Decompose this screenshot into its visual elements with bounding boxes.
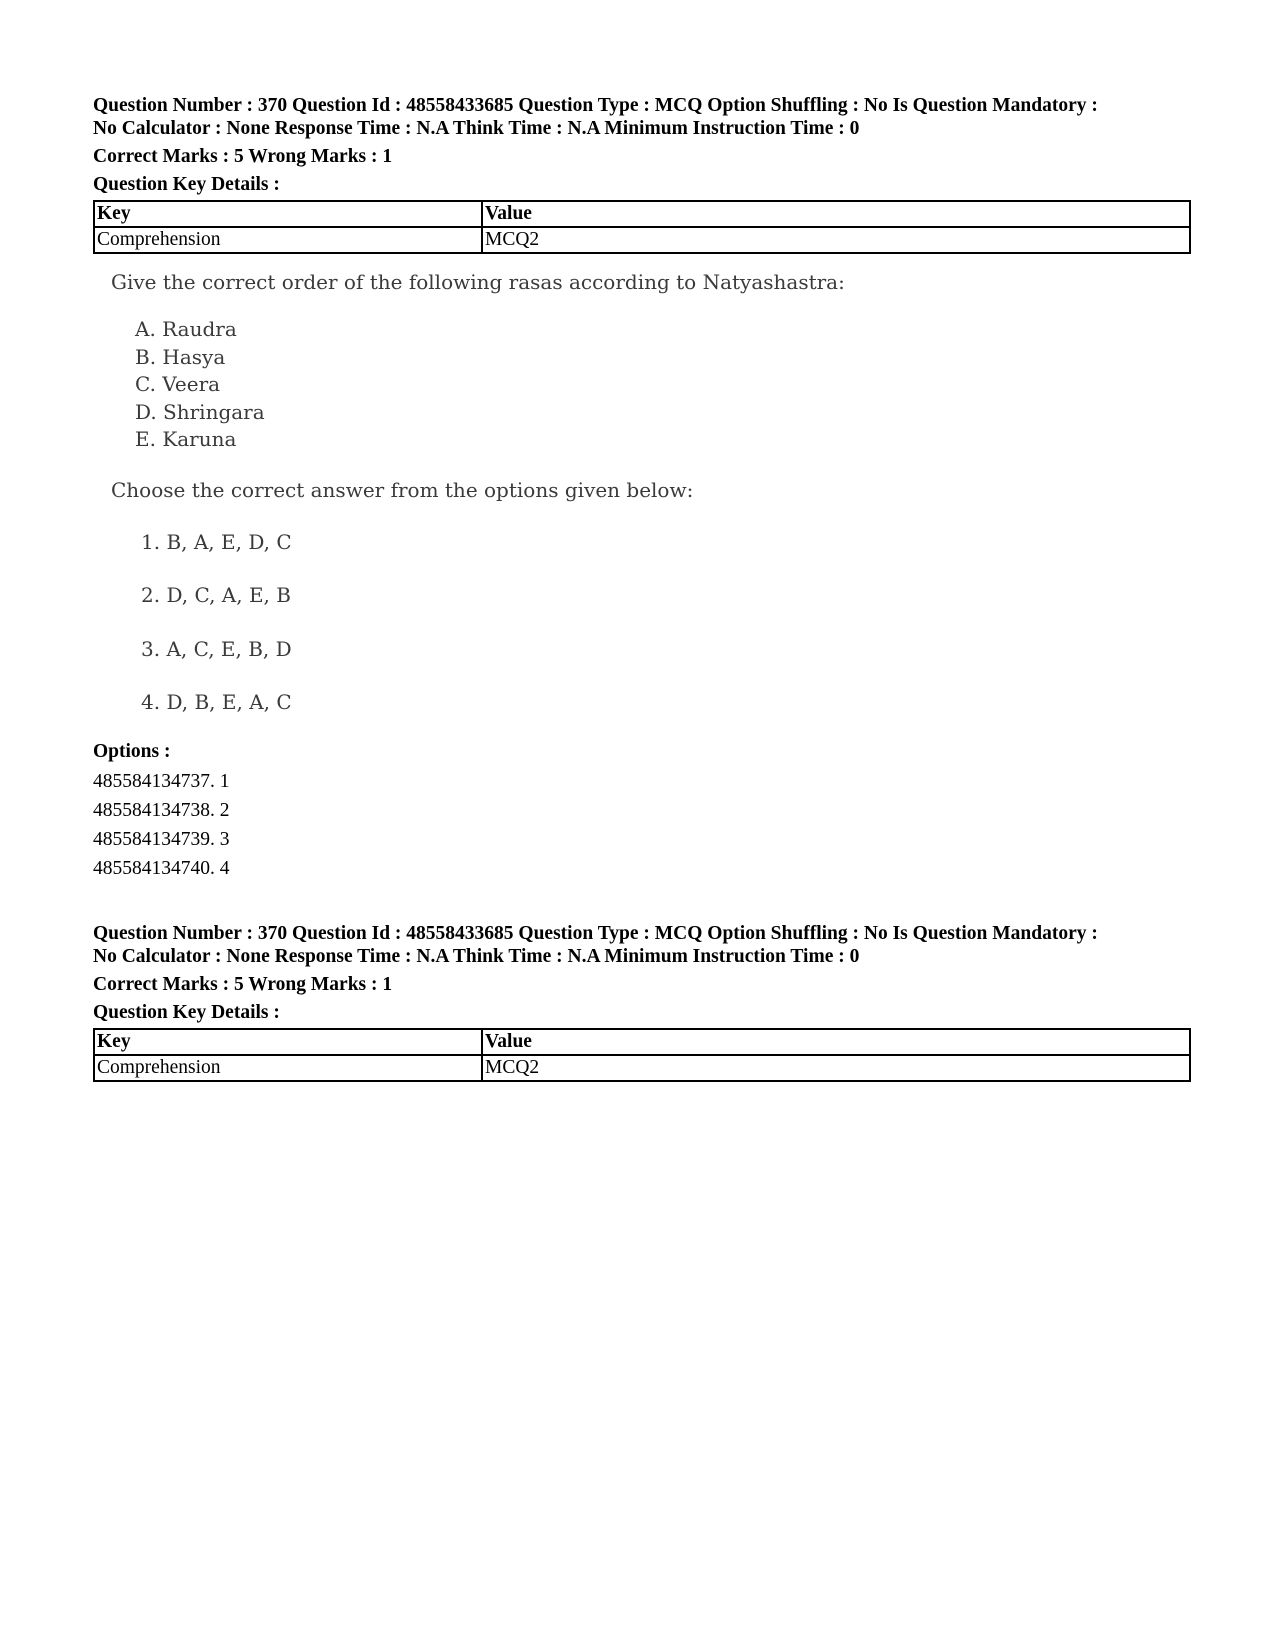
rasa-list	[135, 316, 1191, 454]
option-item: 485584134739. 3	[93, 828, 230, 850]
list-item: A. Raudra	[135, 317, 237, 341]
table-header-row	[94, 1029, 1190, 1055]
table-cell-key: Comprehension	[94, 1055, 482, 1081]
option-item: 485584134740. 4	[93, 857, 230, 879]
key-details-heading: Question Key Details :	[93, 174, 280, 195]
answer-choice: 2. D, C, A, E, B	[141, 583, 291, 607]
list-item: E. Karuna	[135, 427, 237, 451]
marks-line: Correct Marks : 5 Wrong Marks : 1	[93, 973, 393, 995]
question-body	[111, 268, 1191, 716]
question-stem: Give the correct order of the following rasas according to Natyashastra:	[111, 270, 845, 294]
list-item: C. Veera	[135, 372, 221, 396]
key-details-heading: Question Key Details :	[93, 1001, 280, 1023]
question-meta-line-2: No Calculator : None Response Time : N.A Think Time : N.A Minimum Instruction Time : 0	[93, 945, 860, 967]
table-header-value: Value	[482, 201, 1190, 227]
table-cell-value: MCQ2	[482, 227, 1190, 253]
table-header-key: Key	[94, 201, 482, 227]
answer-choices	[141, 528, 1191, 717]
question-page	[93, 94, 1191, 1082]
options-heading: Options :	[93, 740, 171, 762]
list-item: B. Hasya	[135, 344, 226, 369]
marks-line: Correct Marks : 5 Wrong Marks : 1	[93, 146, 393, 167]
key-details-table	[93, 200, 1191, 254]
table-header-key: Key	[94, 1029, 482, 1055]
answer-choice: 3. A, C, E, B, D	[141, 636, 292, 661]
question-meta-line-1: Question Number : 370 Question Id : 48558433685 Question Type : MCQ Option Shuffling : No Is Question Mandatory :	[93, 922, 1098, 944]
choose-instruction: Choose the correct answer from the options given below:	[111, 477, 694, 502]
answer-choice: 1. B, A, E, D, C	[141, 529, 292, 554]
table-cell-value: MCQ2	[482, 1055, 1190, 1081]
table-header-row	[94, 201, 1190, 227]
question-header	[93, 94, 1191, 254]
table-cell-key: Comprehension	[94, 227, 482, 253]
list-item: D. Shringara	[135, 399, 265, 424]
answer-choice: 4. D, B, E, A, C	[141, 690, 292, 714]
table-row	[94, 227, 1190, 253]
table-header-value: Value	[482, 1029, 1190, 1055]
key-details-table	[93, 1028, 1191, 1082]
option-item: 485584134737. 1	[93, 770, 230, 792]
option-item: 485584134738. 2	[93, 799, 230, 821]
question-header-2	[93, 922, 1191, 1082]
question-meta-line-1: Question Number : 370 Question Id : 48558433685 Question Type : MCQ Option Shuffling : No Is Question Mandatory :	[93, 95, 1098, 116]
options-list	[93, 767, 1191, 883]
table-row	[94, 1055, 1190, 1081]
question-meta-line-2: No Calculator : None Response Time : N.A Think Time : N.A Minimum Instruction Time : 0	[93, 118, 860, 139]
